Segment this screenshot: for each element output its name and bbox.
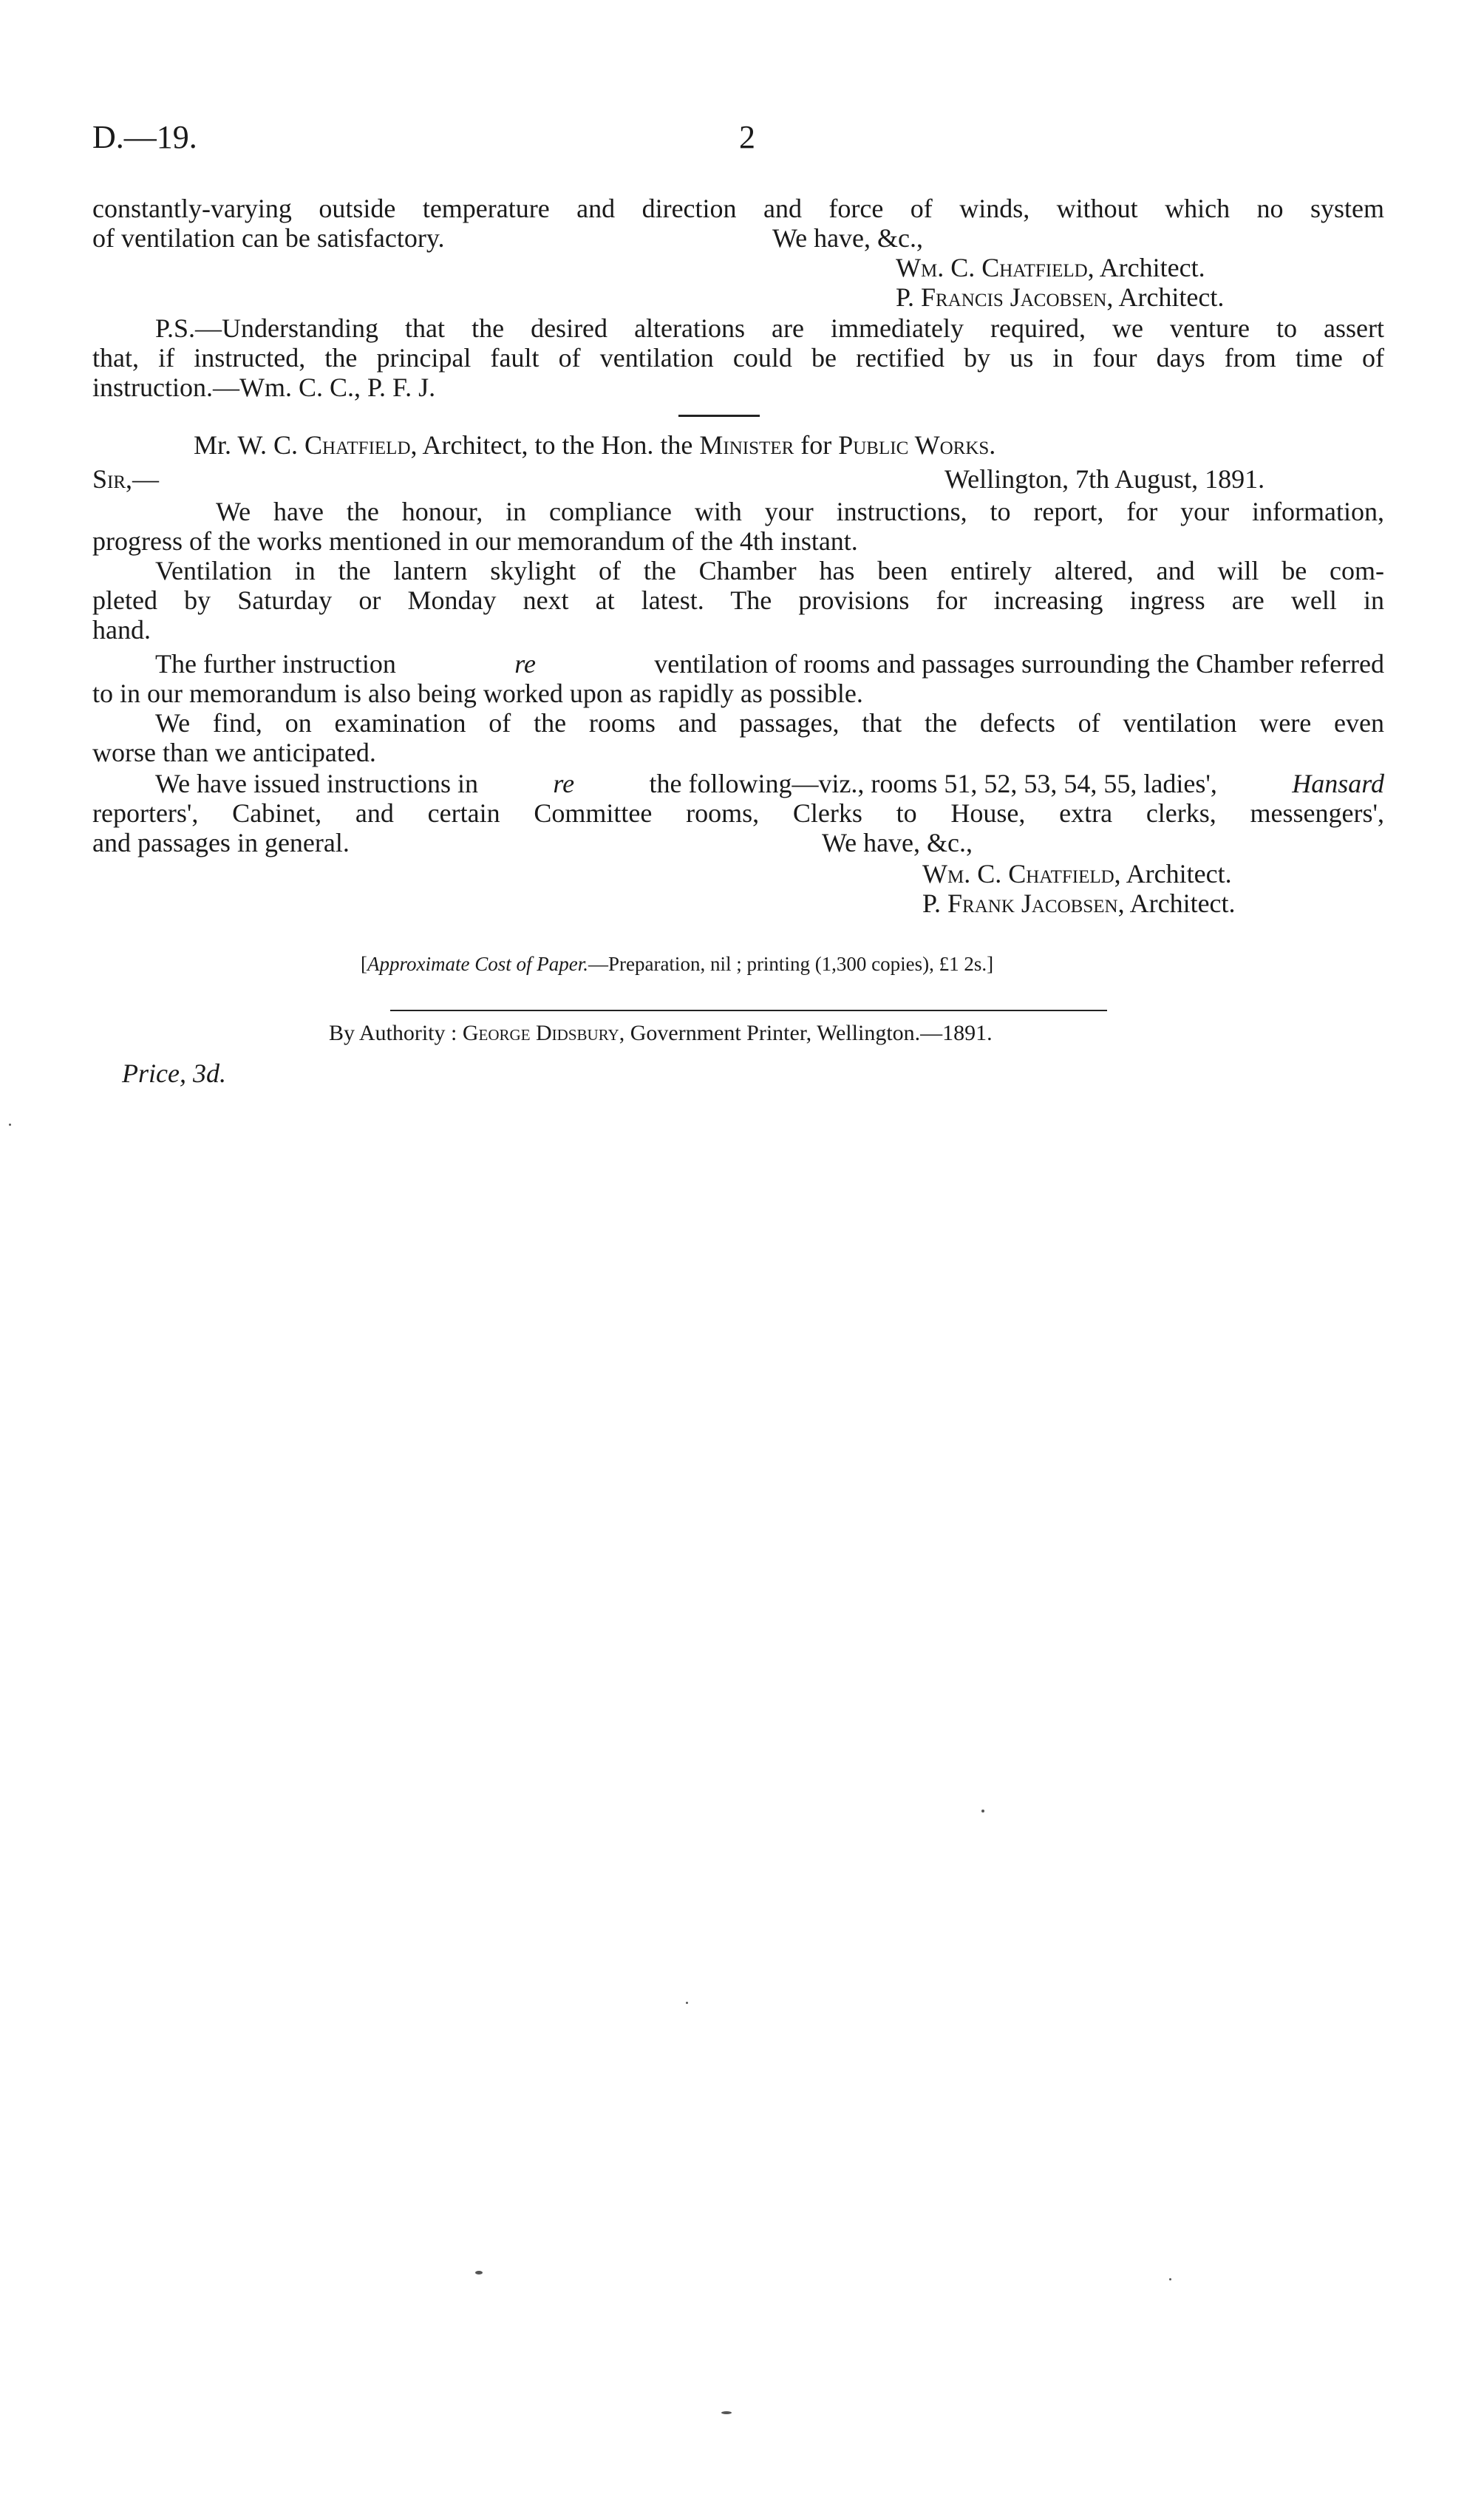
footer-rule <box>390 1010 1107 1011</box>
signer-name: P. Frank Jacobsen, <box>922 889 1125 918</box>
text-run: The further instruction <box>155 649 396 679</box>
signature-2 <box>922 889 1236 918</box>
body-line: of ventilation can be satisfactory. <box>92 223 445 253</box>
heading-text: Mr. W. C. <box>194 430 299 460</box>
scan-speck <box>9 1124 11 1126</box>
authority-prefix: By Authority : <box>329 1021 457 1045</box>
salutation: Sir,— <box>92 464 160 494</box>
scan-speck <box>721 2411 732 2414</box>
body-line: Ventilation in the lantern skylight of the Chamber has been entirely altered, and will be com- <box>155 556 1384 585</box>
text-run-italic: re <box>553 769 575 798</box>
postscript-line: instruction.—Wm. C. C., P. F. J. <box>92 373 436 402</box>
signature-1 <box>896 253 1205 282</box>
postscript-line: that, if instructed, the principal fault of ventilation could be rectified by us in four days from time of <box>92 343 1384 373</box>
signer-name: Wm. C. Chatfield, <box>896 253 1095 282</box>
body-line: We have the honour, in compliance with your instructions, to report, for your information, <box>216 497 1384 526</box>
body-line: We find, on examination of the rooms and passages, that the defects of ventilation were even <box>155 708 1384 738</box>
body-line: pleted by Saturday or Monday next at latest. The provisions for increasing ingress are well in <box>92 585 1384 615</box>
price: Price, 3d. <box>122 1059 226 1088</box>
signature-2 <box>896 282 1224 312</box>
heading-public-works: Public Works. <box>838 430 996 460</box>
printer-name: George Didsbury, <box>462 1021 625 1045</box>
page-number: 2 <box>739 119 755 155</box>
signer-title: Architect. <box>1099 253 1205 282</box>
scan-speck <box>475 2271 483 2275</box>
body-line: constantly-varying outside temperature and direction and force of winds, without which no system <box>92 194 1384 223</box>
letter-heading <box>194 430 995 460</box>
text-run: the following—viz., rooms 51, 52, 53, 54, 55, ladies', <box>649 769 1217 798</box>
body-line: reporters', Cabinet, and certain Committee rooms, Clerks to House, extra clerks, messengers', <box>92 798 1384 828</box>
postscript-line: P.S.—Understanding that the desired alterations are immediately required, we venture to assert <box>155 313 1384 343</box>
body-line: progress of the works mentioned in our memorandum of the 4th instant. <box>92 526 858 556</box>
body-line <box>155 649 1384 679</box>
cost-label: Approximate Cost of Paper. <box>367 953 588 975</box>
cost-note: [Approximate Cost of Paper.—Preparation, nil ; printing (1,300 copies), £1 2s.] <box>361 953 994 975</box>
signer-name: Wm. C. Chatfield, <box>922 859 1121 889</box>
scan-speck <box>981 1810 984 1813</box>
signer-name: P. Francis Jacobsen, <box>896 282 1114 312</box>
body-line: hand. <box>92 615 151 645</box>
scan-speck <box>686 2002 688 2004</box>
text-run-italic: Hansard <box>1292 769 1384 798</box>
body-line: and passages in general. <box>92 828 350 857</box>
signature-1 <box>922 859 1232 889</box>
printer-authority <box>329 1019 993 1048</box>
text-run-italic: re <box>514 649 536 679</box>
signer-title: Architect. <box>1129 889 1236 918</box>
signer-title: Architect. <box>1126 859 1232 889</box>
closing: We have, &c., <box>822 828 973 857</box>
heading-minister: Minister <box>699 430 794 460</box>
signer-title: Architect. <box>1118 282 1225 312</box>
body-line <box>155 769 1384 798</box>
document-id: D.—19. <box>92 119 197 155</box>
heading-name: Chatfield, <box>304 430 418 460</box>
place-date: Wellington, 7th August, 1891. <box>944 464 1265 494</box>
body-line: to in our memorandum is also being worked upon as rapidly as possible. <box>92 679 863 708</box>
heading-text: Architect, to the Hon. the <box>422 430 693 460</box>
cost-text: —Preparation, nil ; printing (1,300 copies), £1 2s. <box>588 953 987 975</box>
heading-text: for <box>800 430 832 460</box>
text-run: ventilation of rooms and passages surrounding the Chamber referred <box>654 649 1384 679</box>
body-line: worse than we anticipated. <box>92 738 376 767</box>
authority-suffix: Government Printer, Wellington.—1891. <box>630 1021 993 1045</box>
salutation: We have, &c., <box>772 223 924 253</box>
scan-speck <box>1169 2278 1171 2280</box>
separator-rule <box>678 415 760 417</box>
text-run: We have issued instructions in <box>155 769 479 798</box>
